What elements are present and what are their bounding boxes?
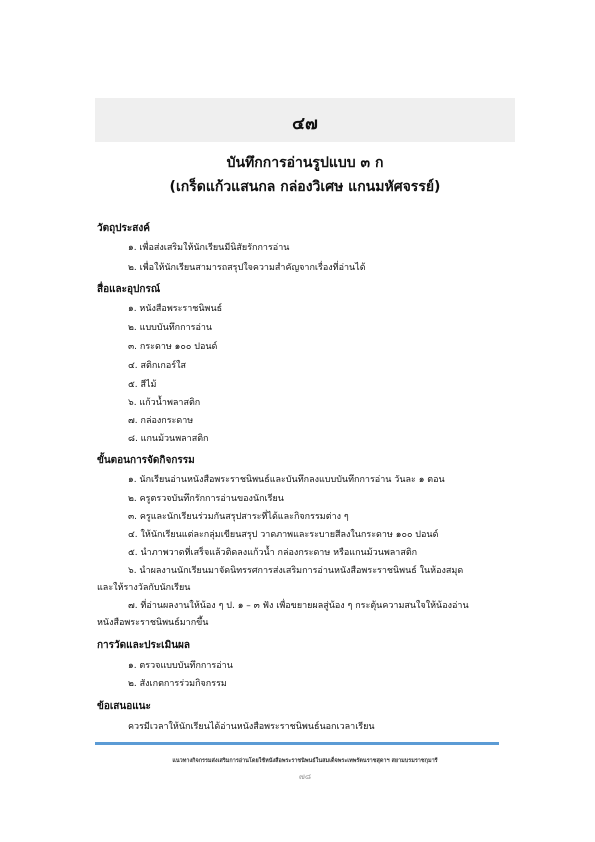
list-item: ๖. แก้วน้ำพลาสติก [128,398,201,408]
page-number: ๔๗ [292,114,318,134]
footer-text: แนวทางกิจกรรมส่งเสริมการอ่านโดยใช้หนังสือพระราชนิพนธ์ในสมเด็จพระเทพรัตนราชสุดาฯ สยามบรมราชกุมารี [172,758,438,764]
section-heading-procedure: ขั้นตอนการจัดกิจกรรม [97,455,195,466]
page-footer-number: ๗๘ [298,772,312,781]
list-item: ๒. ครูตรวจบันทึกรักการอ่านของนักเรียน [128,494,284,504]
list-item: ๔. ให้นักเรียนแต่ละกลุ่มเขียนสรุป วาดภาพและระบายสีลงในกระดาษ ๑๐๐ ปอนด์ [128,530,439,540]
list-item: ๑. เพื่อส่งเสริมให้นักเรียนมีนิสัยรักการอ่าน [128,243,290,253]
list-item: ๔. สติกเกอร์ใส [128,361,186,371]
list-item: ๑. นักเรียนอ่านหนังสือพระราชนิพนธ์และบันทึกลงแบบบันทึกการอ่าน วันละ ๑ ตอน [128,475,445,485]
list-item: ๓. ครูและนักเรียนร่วมกันสรุปสาระที่ได้และกิจกรรมต่าง ๆ [128,512,349,522]
list-item: ๒. แบบบันทึกการอ่าน [128,323,213,333]
list-item-continuation: หนังสือพระราชนิพนธ์มากขึ้น [97,618,209,628]
section-heading-objectives: วัตถุประสงค์ [97,223,150,234]
footer-divider [95,742,499,745]
list-item: ๒. สังเกตการร่วมกิจกรรม [128,679,227,689]
list-item: ๑. ตรวจแบบบันทึกการอ่าน [128,661,233,671]
section-heading-suggestion: ข้อเสนอแนะ [97,701,151,712]
list-item: ๗. กล่องกระดาษ [128,416,194,426]
list-item: ๖. นำผลงานนักเรียนมาจัดนิทรรศการส่งเสริมการอ่านหนังสือพระราชนิพนธ์ ในห้องสมุด [128,566,464,576]
document-title: บันทึกการอ่านรูปแบบ ๓ ก [226,155,384,171]
list-item: ๒. เพื่อให้นักเรียนสามารถสรุปใจความสำคัญจากเรื่องที่อ่านได้ [128,263,366,273]
page-number-box [95,98,515,142]
document-subtitle: (เกร็ดแก้วแสนกล กล่องวิเศษ แกนมหัศจรรย์) [169,179,441,195]
list-item: ๑. หนังสือพระราชนิพนธ์ [128,304,223,314]
list-item: ๓. กระดาษ ๑๐๐ ปอนด์ [128,342,218,352]
list-item: ควรมีเวลาให้นักเรียนได้อ่านหนังสือพระราชนิพนธ์นอกเวลาเรียน [128,722,375,732]
list-item-continuation: และให้รางวัลกับนักเรียน [97,583,191,593]
list-item: ๕. นำภาพวาดที่เสร็จแล้วติดลงแก้วน้ำ กล่องกระดาษ หรือแกนม้วนพลาสติก [128,548,418,558]
list-item: ๕. สีไม้ [128,380,157,390]
section-heading-evaluation: การวัดและประเมินผล [97,640,191,651]
list-item: ๗. ที่อ่านผลงานให้น้อง ๆ ป. ๑ – ๓ ฟัง เพื่อขยายผลสู่น้อง ๆ กระตุ้นความสนใจให้น้องอ่าน [128,601,469,611]
list-item: ๘. แกนม้วนพลาสติก [128,434,209,444]
section-heading-materials: สื่อและอุปกรณ์ [97,284,161,295]
